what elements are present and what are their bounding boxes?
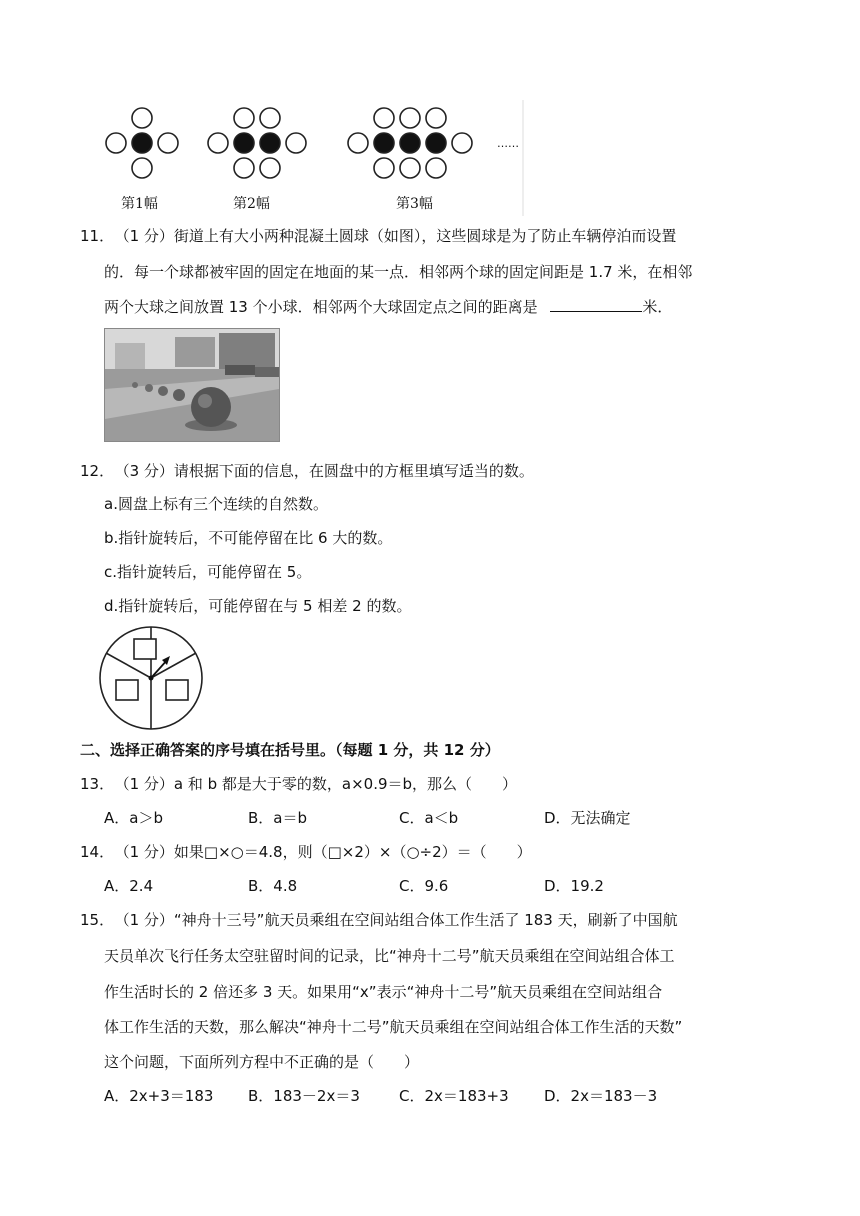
spinner-box-right[interactable]: [166, 680, 188, 700]
q14-option-b[interactable]: B．4.8: [248, 877, 298, 895]
q14-line-1: [80, 842, 532, 862]
q12-score: （3 分）: [122, 462, 174, 480]
q15-line-1: [80, 910, 678, 930]
spinner-box-top[interactable]: [134, 639, 156, 659]
q13-option-b[interactable]: B．a＝b: [248, 809, 308, 827]
q13-option-d[interactable]: D．无法确定: [544, 809, 631, 827]
q14-text: 如果□×○＝4.8，则（□×2）×（○÷2）＝（ ）: [173, 843, 532, 861]
q14-option-a[interactable]: A．2.4: [104, 877, 154, 895]
q15-score: （1 分）: [122, 911, 174, 929]
q15-line-3: 作生活时长的 2 倍还多 3 天。如果用“x”表示“神舟十二号”航天员乘组在空间站组合: [104, 983, 663, 1001]
q15-line-4: 体工作生活的天数，那么解决“神舟十二号”航天员乘组在空间站组合体工作生活的天数”: [104, 1018, 683, 1036]
q14-option-d[interactable]: D．19.2: [544, 877, 604, 895]
q13-number: 13．: [80, 775, 115, 793]
q11-text-3a: 两个大球之间放置 13 个小球．相邻两个大球固定点之间的距离是: [104, 298, 538, 316]
q13-line-1: [80, 774, 517, 794]
pattern-label-3: 第3幅: [396, 196, 433, 212]
q13-option-a[interactable]: A．a＞b: [104, 809, 163, 827]
spinner-box-left[interactable]: [116, 680, 138, 700]
q15-line-2: 天员单次飞行任务太空驻留时间的记录，比“神舟十二号”航天员乘组在空间站组合体工: [104, 947, 675, 965]
q15-option-d[interactable]: D．2x＝183－3: [544, 1087, 658, 1105]
pattern-figure: [100, 100, 525, 216]
pattern-label-1: 第1幅: [121, 196, 158, 212]
q11-text-1: 街道上有大小两种混凝土圆球（如图），这些圆球是为了防止车辆停泊而设置: [173, 227, 677, 245]
q15-line-5: 这个问题，下面所列方程中不正确的是（ ）: [104, 1053, 420, 1071]
section2-heading: 二、选择正确答案的序号填在括号里。（每题 1 分，共 12 分）: [80, 741, 500, 759]
q13-text: a 和 b 都是大于零的数，a×0.9＝b，那么（ ）: [173, 775, 518, 793]
q11-line-3: [104, 297, 672, 317]
q15-number: 15．: [80, 911, 115, 929]
street-balls-illustration: [105, 329, 279, 441]
q12-text: 请根据下面的信息，在圆盘中的方框里填写适当的数。: [173, 462, 534, 480]
q15-text-1: “神舟十三号”航天员乘组在空间站组合体工作生活了 183 天，刷新了中国航: [173, 911, 678, 929]
spinner-disc: [98, 625, 204, 731]
q13-option-c[interactable]: C．a＜b: [399, 809, 459, 827]
q12-item-c: c.指针旋转后，可能停留在 5。: [104, 563, 312, 581]
q14-option-c[interactable]: C．9.6: [399, 877, 449, 895]
q12-item-d: d.指针旋转后，可能停留在与 5 相差 2 的数。: [104, 597, 412, 615]
circle-pattern-svg: [100, 100, 525, 216]
q11-score: （1 分）: [122, 227, 174, 245]
q15-option-a[interactable]: A．2x+3＝183: [104, 1087, 214, 1105]
q12-line-1: [80, 461, 534, 481]
q11-number: 11．: [80, 227, 115, 245]
q14-score: （1 分）: [122, 843, 174, 861]
q12-item-a: a.圆盘上标有三个连续的自然数。: [104, 495, 328, 513]
q15-option-b[interactable]: B．183－2x＝3: [248, 1087, 360, 1105]
q15-option-c[interactable]: C．2x＝183+3: [399, 1087, 509, 1105]
pattern-label-2: 第2幅: [233, 196, 270, 212]
street-balls-photo: [104, 328, 280, 442]
q12-number: 12．: [80, 462, 115, 480]
q11-line-2: 的．每一个球都被牢固的固定在地面的某一点．相邻两个球的固定间距是 1.7 米，在相邻: [104, 263, 693, 281]
q11-line-1: [80, 226, 676, 246]
pattern-ellipsis: ……: [497, 137, 519, 150]
q14-number: 14．: [80, 843, 115, 861]
q12-item-b: b.指针旋转后，不可能停留在比 6 大的数。: [104, 529, 393, 547]
q11-text-3b: 米．: [642, 298, 673, 316]
q11-answer-blank[interactable]: [550, 297, 642, 312]
q13-score: （1 分）: [122, 775, 174, 793]
spinner-svg: [98, 625, 204, 731]
